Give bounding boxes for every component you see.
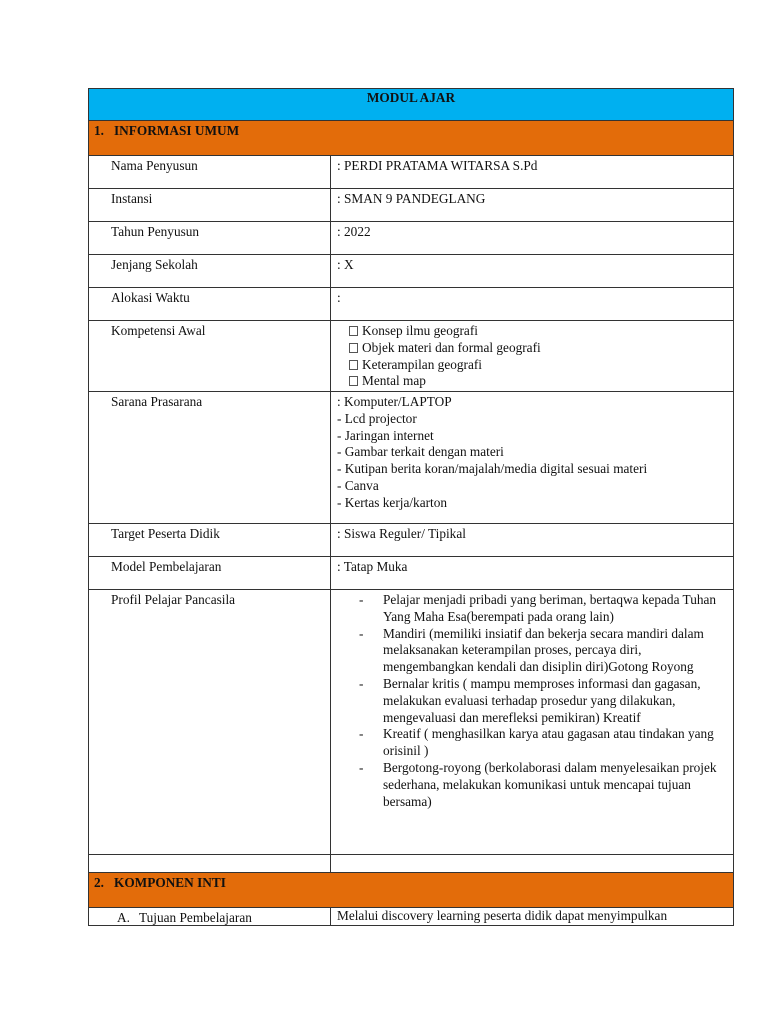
module-title: MODUL AJAR [366, 90, 456, 105]
item-letter: A. [117, 910, 130, 925]
row-sarana-prasarana [88, 392, 734, 524]
checkbox-icon [349, 343, 358, 353]
section-title: KOMPONEN INTI [114, 875, 226, 890]
row-nama-penyusun [88, 156, 734, 189]
profil-item: - Mandiri (memiliki insiatif dan bekerja secara mandiri dalam melaksanakan keterampilan proses, percaya diri, mengembangkan kendali dan disiplin diri)Gotong Royong [337, 626, 729, 676]
row-kompetensi-awal [88, 321, 734, 392]
sarana-item: - Lcd projector [337, 410, 417, 426]
row-alokasi-waktu [88, 288, 734, 321]
row-instansi [88, 189, 734, 222]
row-label: Model Pembelajaran [89, 557, 331, 589]
sarana-item: - Canva [337, 477, 379, 493]
profil-item: - Kreatif ( menghasilkan karya atau gagasan atau tindakan yang orisinil ) [337, 726, 729, 760]
row-value: : Siswa Reguler/ Tipikal [337, 526, 466, 541]
profil-list-cell [331, 590, 733, 854]
row-label: Profil Pelajar Pancasila [89, 590, 331, 854]
empty-cell [331, 855, 733, 872]
row-value: : [337, 290, 341, 305]
row-label: Nama Penyusun [89, 156, 331, 188]
row-label: Target Peserta Didik [89, 524, 331, 556]
row-label: Jenjang Sekolah [89, 255, 331, 287]
section-title: INFORMASI UMUM [114, 123, 240, 138]
sarana-item: : Komputer/LAPTOP [337, 394, 452, 409]
row-tujuan-pembelajaran [88, 908, 734, 926]
row-label [89, 908, 331, 925]
sarana-item: - Kertas kerja/karton [337, 494, 448, 510]
section-informasi-umum [88, 121, 734, 156]
profil-list [337, 592, 729, 810]
row-label: Sarana Prasarana [89, 392, 331, 523]
row-label: Tahun Penyusun [89, 222, 331, 254]
row-value: Melalui discovery learning peserta didik dapat menyimpulkan [337, 908, 668, 923]
section-komponen-inti [88, 873, 734, 908]
row-value: : Tatap Muka [337, 559, 408, 574]
checkbox-icon [349, 326, 358, 336]
checkbox-icon [349, 376, 358, 386]
empty-cell [89, 855, 331, 872]
row-label: Kompetensi Awal [89, 321, 331, 391]
checkbox-icon [349, 360, 358, 370]
profil-item: - Bernalar kritis ( mampu memproses informasi dan gagasan, melakukan evaluasi terhadap prosedur yang dilakukan, mengevaluasi dan merefleksi pemikiran) Kreatif [337, 676, 729, 726]
sarana-item: - Kutipan berita koran/majalah/media digital sesuai materi [337, 461, 648, 477]
kompetensi-list [331, 321, 733, 391]
section-number: 1. [94, 123, 104, 138]
sarana-list [331, 392, 733, 523]
sarana-item: - Jaringan internet [337, 427, 434, 443]
row-profil-pelajar-pancasila [88, 590, 734, 855]
kompetensi-item: Konsep ilmu geografi [349, 323, 729, 340]
row-value: : 2022 [337, 224, 371, 239]
row-value: : SMAN 9 PANDEGLANG [337, 191, 486, 206]
row-target-peserta-didik [88, 524, 734, 557]
row-label: Instansi [89, 189, 331, 221]
row-model-pembelajaran [88, 557, 734, 590]
module-title-row [88, 88, 734, 121]
kompetensi-item: Mental map [349, 373, 729, 390]
kompetensi-item: Keterampilan geografi [349, 357, 729, 374]
tujuan-label: Tujuan Pembelajaran [139, 910, 252, 925]
section-number: 2. [94, 875, 104, 890]
profil-item: - Pelajar menjadi pribadi yang beriman, bertaqwa kepada Tuhan Yang Maha Esa(berempati pada orang lain) [337, 592, 729, 626]
row-value: : X [337, 257, 354, 272]
row-tahun-penyusun [88, 222, 734, 255]
kompetensi-item: Objek materi dan formal geografi [349, 340, 729, 357]
profil-item: - Bergotong-royong (berkolaborasi dalam menyelesaikan projek sederhana, melakukan komunikasi untuk mencapai tujuan bersama) [337, 760, 729, 810]
row-label: Alokasi Waktu [89, 288, 331, 320]
row-value: : PERDI PRATAMA WITARSA S.Pd [337, 158, 538, 173]
sarana-item: - Gambar terkait dengan materi [337, 444, 504, 460]
module-document [88, 88, 734, 926]
row-empty [88, 855, 734, 873]
row-jenjang-sekolah [88, 255, 734, 288]
